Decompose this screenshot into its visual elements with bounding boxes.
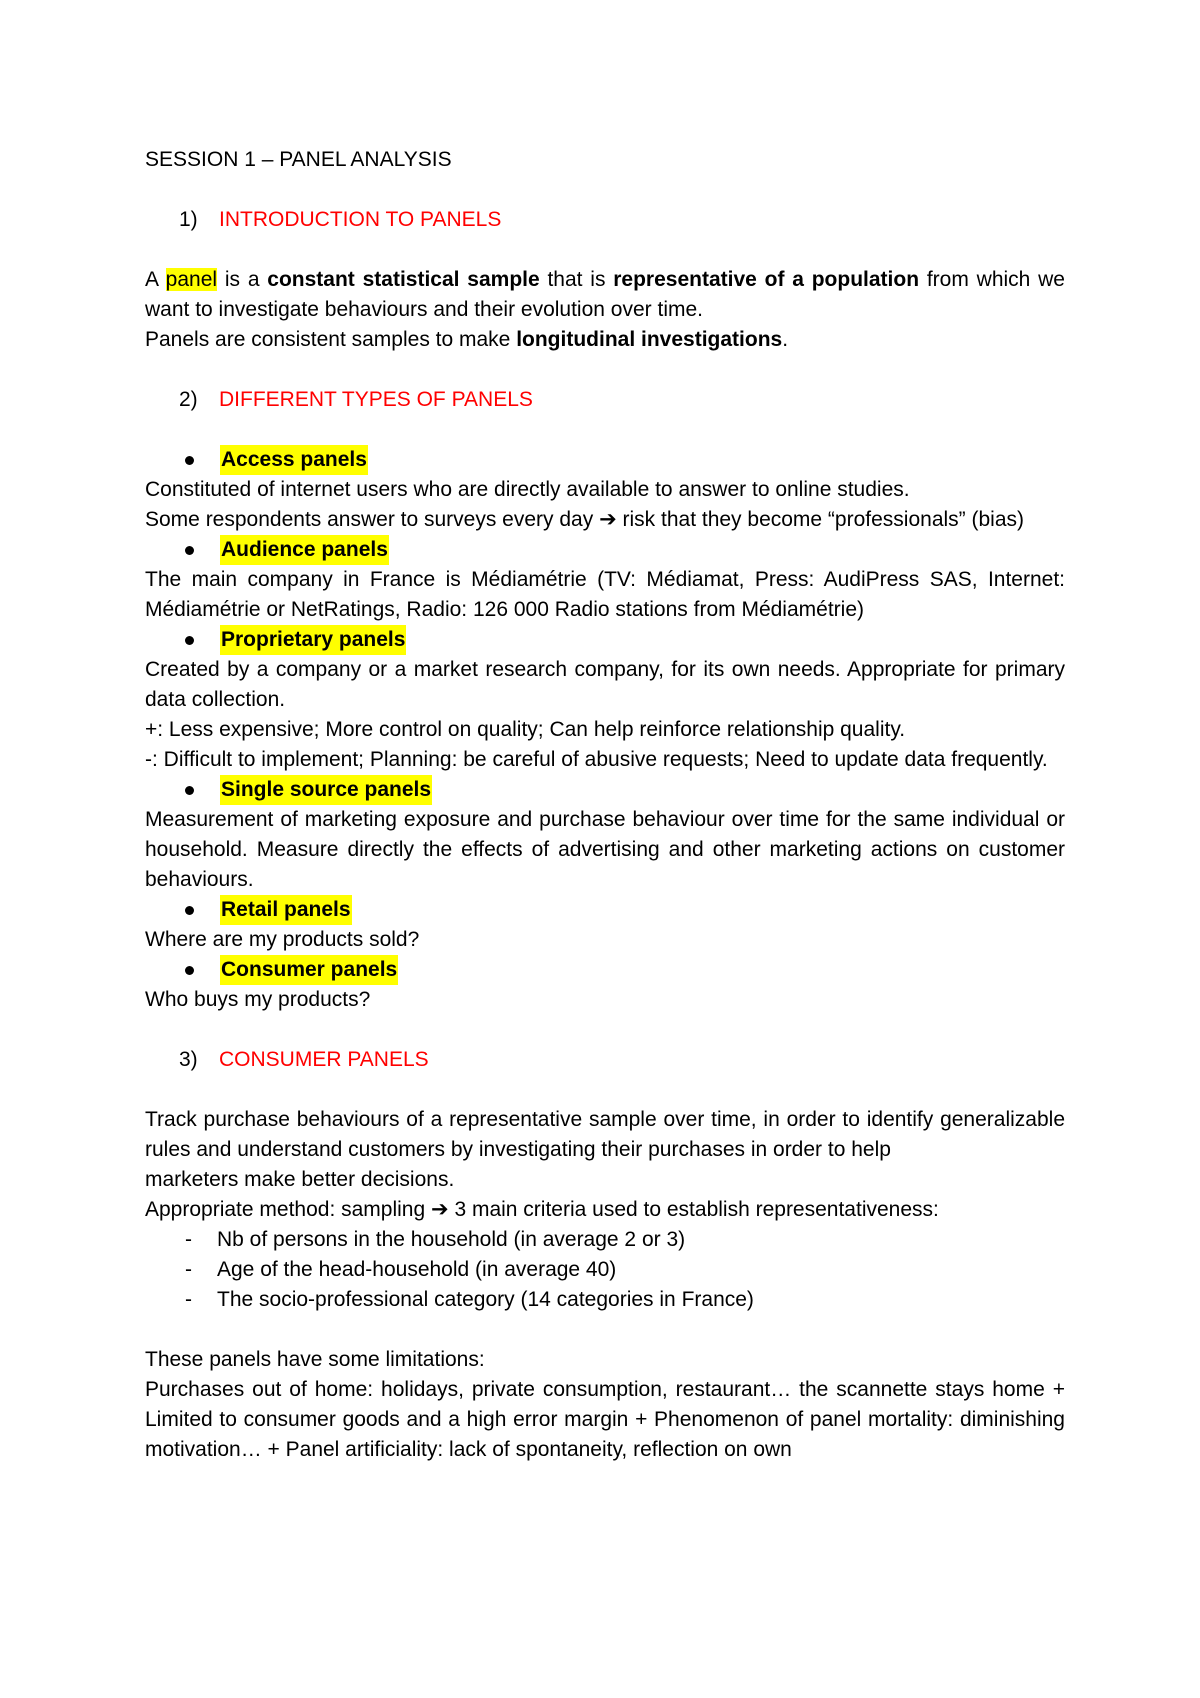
criteria-item [145,1255,1065,1285]
bullet-label: Audience panels [220,535,389,565]
dash-icon: - [185,1258,192,1281]
bullet-label: Single source panels [220,775,432,805]
audience-text: The main company in France is Médiamétrie (TV: Médiamat, Press: AudiPress SAS, Internet: Médiamétrie or NetRatings, Radio: 126 000 Radio stations from Médiamétrie) [145,568,1065,621]
text-run: A [145,268,166,291]
section-number: 2) [179,388,198,411]
bold-term: longitudinal investigations [516,328,783,351]
bold-term: representative of a population [613,268,920,291]
section-heading-3 [145,1045,1065,1075]
intro-paragraph-2 [145,325,1065,355]
single-source-text: Measurement of marketing exposure and purchase behaviour over time for the same individual or household. Measure directly the effects of advertising and other marketing actions on customer behaviours. [145,808,1065,891]
bullet-label: Proprietary panels [220,625,406,655]
bullet-proprietary-panels [145,625,1065,655]
bullet-icon [185,906,194,915]
bullet-label: Consumer panels [220,955,398,985]
section-title: INTRODUCTION TO PANELS [219,208,502,231]
consumer-text: Who buys my products? [145,988,371,1011]
access-text-2 [145,505,1065,535]
arrow-icon: ➔ [599,508,617,531]
text-run: is a [217,268,268,291]
dash-icon: - [185,1288,192,1311]
proprietary-text-3: -: Difficult to implement; Planning: be careful of abusive requests; Need to update data frequently. [145,748,1048,771]
text-run: from which we want to investigate behaviours and their evolution over time. [145,268,1065,321]
criteria-text: The socio-professional category (14 categories in France) [217,1288,754,1311]
highlighted-term-panel: panel [165,268,218,291]
dash-icon: - [185,1228,192,1251]
limitations-text: Purchases out of home: holidays, private consumption, restaurant… the scannette stays home + Limited to consumer goods and a high error margin + Phenomenon of panel mortality: diminishing motivation… + Panel artificiality: lack of spontaneity, reflection on own [145,1378,1065,1461]
bullet-icon [185,786,194,795]
bullet-consumer-panels [145,955,1065,985]
consumer-paragraph-2: marketers make better decisions. [145,1168,455,1191]
criteria-item [145,1285,1065,1315]
text-run: 3 main criteria used to establish representativeness: [448,1198,939,1221]
section-heading-1 [145,205,1065,235]
access-text-1: Constituted of internet users who are directly available to answer to online studies. [145,478,910,501]
text-run: Panels are consistent samples to make [145,328,517,351]
text-run: risk that they become “professionals” (bias) [616,508,1024,531]
proprietary-text-1: Created by a company or a market research company, for its own needs. Appropriate for primary data collection. [145,658,1065,711]
consumer-paragraph-1: Track purchase behaviours of a representative sample over time, in order to identify generalizable rules and understand customers by investigating their purchases in order to help [145,1108,1065,1161]
bullet-single-source-panels [145,775,1065,805]
criteria-text: Age of the head-household (in average 40) [217,1258,617,1281]
consumer-paragraph-3 [145,1195,1065,1225]
proprietary-text-2: +: Less expensive; More control on quality; Can help reinforce relationship quality. [145,718,906,741]
bullet-access-panels [145,445,1065,475]
bullet-audience-panels [145,535,1065,565]
retail-text: Where are my products sold? [145,928,420,951]
bullet-retail-panels [145,895,1065,925]
section-heading-2 [145,385,1065,415]
text-run: that is [539,268,614,291]
limitations-intro: These panels have some limitations: [145,1348,485,1371]
text-run: Appropriate method: sampling [145,1198,431,1221]
bullet-label: Access panels [220,445,368,475]
criteria-item [145,1225,1065,1255]
bullet-icon [185,966,194,975]
text-run: . [782,328,789,351]
section-title: DIFFERENT TYPES OF PANELS [219,388,533,411]
document-title: SESSION 1 – PANEL ANALYSIS [145,148,452,171]
arrow-icon: ➔ [431,1198,449,1221]
bullet-icon [185,636,194,645]
section-title: CONSUMER PANELS [219,1048,429,1071]
bullet-icon [185,546,194,555]
criteria-text: Nb of persons in the household (in average 2 or 3) [217,1228,686,1251]
section-number: 3) [179,1048,198,1071]
section-number: 1) [179,208,198,231]
document-body [145,145,1065,1465]
bold-term: constant statistical sample [267,268,540,291]
intro-paragraph-1 [145,265,1065,325]
bullet-icon [185,456,194,465]
bullet-label: Retail panels [220,895,352,925]
text-run: Some respondents answer to surveys every day [145,508,600,531]
